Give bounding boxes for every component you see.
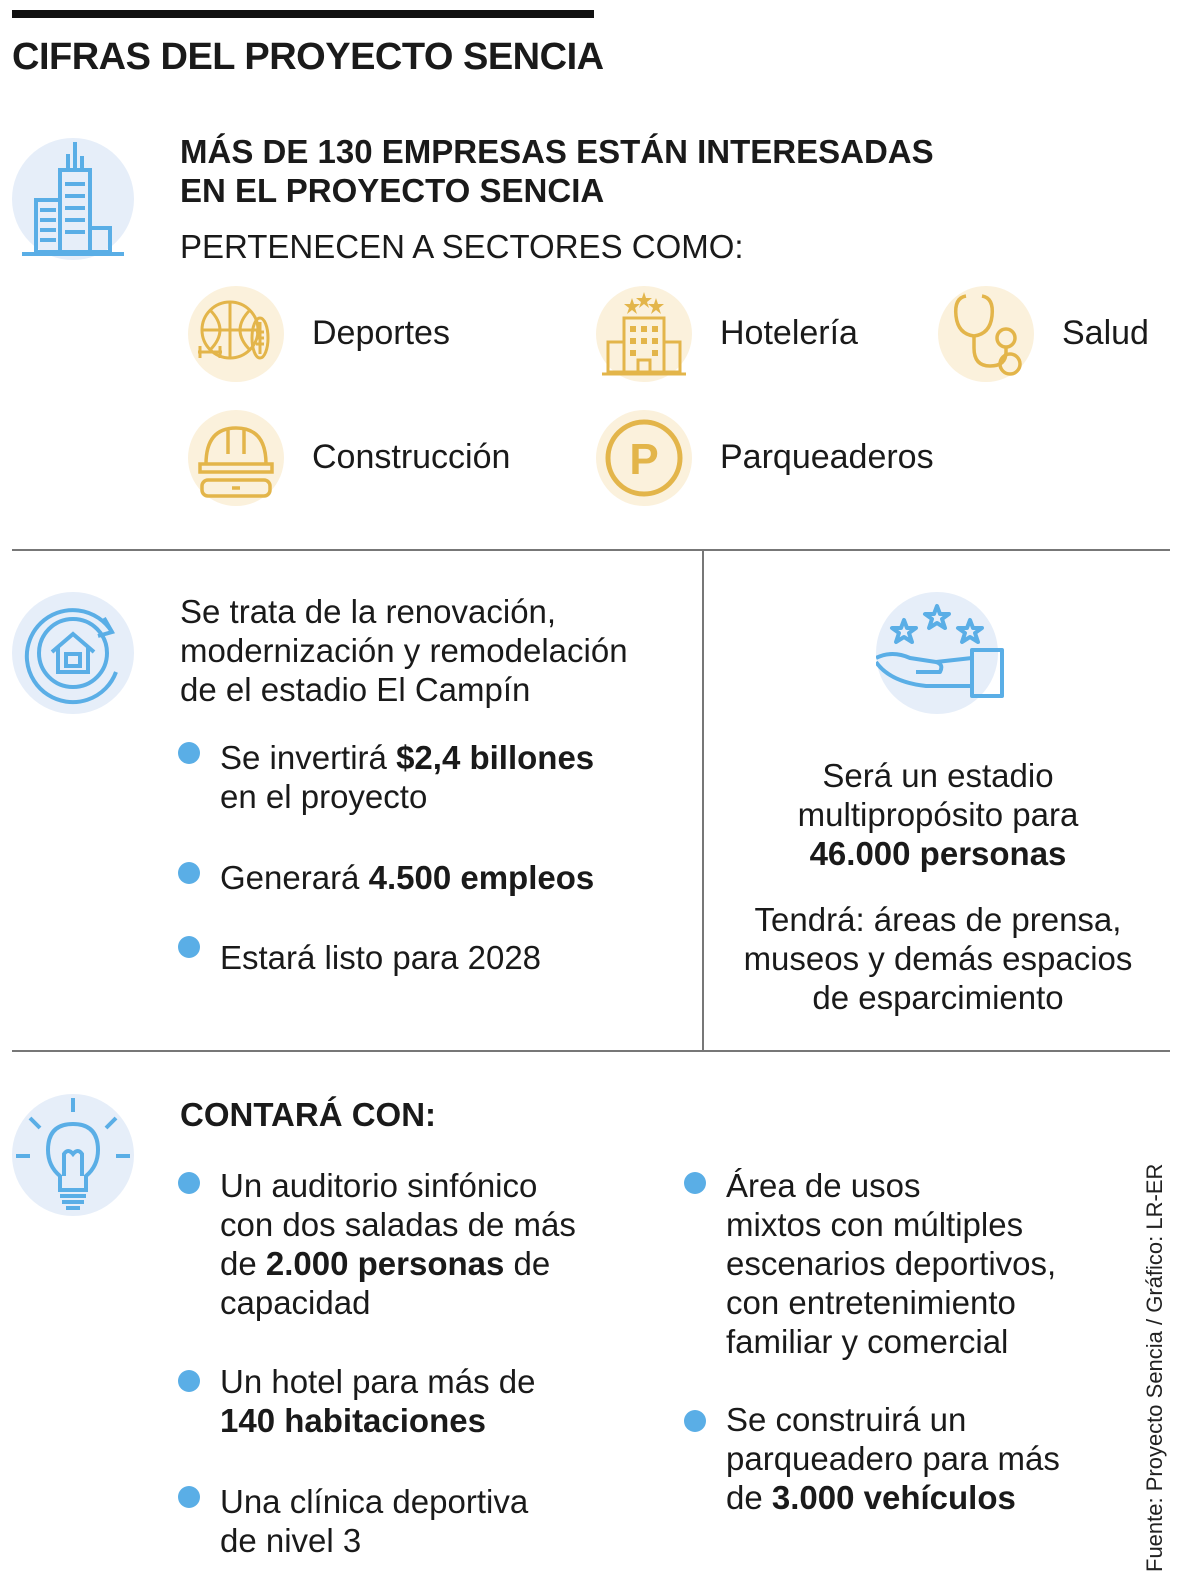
bullet-hotel	[220, 1362, 660, 1440]
bullet-dot	[178, 1370, 200, 1392]
bullet-dot	[178, 1486, 200, 1508]
hotel-rooms: 140 habitaciones	[220, 1402, 486, 1439]
stethoscope-icon	[938, 286, 1034, 382]
sector-label-salud: Salud	[1062, 314, 1149, 352]
auditorium-capacity: 2.000 personas	[265, 1245, 505, 1282]
description-line-1: Se trata de la renovación,	[180, 593, 557, 630]
description-line-3: de el estadio El Campín	[180, 671, 531, 708]
stadium-line-1: Será un estadio	[822, 757, 1054, 794]
investment-amount: $2,4 billones	[396, 739, 595, 776]
mixed-use-line-4: con entretenimiento	[726, 1284, 1016, 1321]
parking-line-2: parqueadero para más	[726, 1440, 1060, 1477]
mixed-use-line-2: mixtos con múltiples	[726, 1206, 1024, 1243]
svg-text:P: P	[629, 435, 659, 484]
bullet-dot	[178, 862, 200, 884]
stadium-features-text	[718, 900, 1158, 1017]
mixed-use-line-5: familiar y comercial	[726, 1323, 1009, 1360]
bullet-clinic	[220, 1482, 660, 1560]
sector-label-construccion: Construcción	[312, 438, 511, 476]
project-description	[180, 592, 700, 709]
headline-line-2: EN EL PROYECTO SENCIA	[180, 172, 605, 209]
bullet-dot	[684, 1172, 706, 1194]
auditorium-line-4: capacidad	[220, 1284, 371, 1321]
hotel-line-1: Un hotel para más de	[220, 1363, 536, 1400]
parking-pre: de	[726, 1479, 772, 1516]
source-credit: Fuente: Proyecto Sencia / Gráfico: LR-ER	[1142, 1163, 1167, 1572]
investment-pre: Se invertirá	[220, 739, 397, 776]
stadium-line-2: multipropósito para	[797, 796, 1079, 833]
bullet-jobs	[220, 858, 690, 897]
sector-label-deportes: Deportes	[312, 314, 450, 352]
bullet-dot	[684, 1410, 706, 1432]
mixed-use-line-3: escenarios deportivos,	[726, 1245, 1057, 1282]
stadium-capacity-text	[718, 756, 1158, 873]
parking-line-1: Se construirá un	[726, 1401, 967, 1438]
headline	[180, 132, 980, 210]
parking-icon	[596, 410, 692, 506]
auditorium-line-1: Un auditorio sinfónico	[220, 1167, 538, 1204]
bullet-dot	[178, 1172, 200, 1194]
bullet-dot	[178, 936, 200, 958]
sectors-subhead: PERTENECEN A SECTORES COMO:	[180, 228, 744, 265]
sports-balls-icon	[188, 286, 284, 382]
features-line-2: museos y demás espacios	[743, 940, 1133, 977]
divider-2	[12, 1050, 1170, 1052]
hotel-icon	[596, 286, 692, 382]
mixed-use-line-1: Área de usos	[726, 1167, 921, 1204]
clinic-line-2: de nivel 3	[220, 1522, 362, 1559]
sector-label-parqueaderos: Parqueaderos	[720, 438, 934, 476]
features-line-3: de esparcimiento	[812, 979, 1064, 1016]
bullet-investment	[220, 738, 690, 816]
rating-hand-icon	[876, 592, 998, 714]
stadium-capacity: 46.000 personas	[809, 835, 1067, 872]
sector-label-hoteleria: Hotelería	[720, 314, 858, 352]
auditorium-line-2: con dos saladas de más	[220, 1206, 576, 1243]
page-title: CIFRAS DEL PROYECTO SENCIA	[12, 36, 604, 78]
contara-heading: CONTARÁ CON:	[180, 1096, 437, 1133]
jobs-count: 4.500 empleos	[368, 859, 595, 896]
features-line-1: Tendrá: áreas de prensa,	[754, 901, 1122, 938]
parking-capacity: 3.000 vehículos	[771, 1479, 1016, 1516]
top-rule	[12, 10, 594, 18]
lightbulb-icon	[12, 1094, 134, 1216]
bullet-ready-date: Estará listo para 2028	[220, 939, 542, 976]
auditorium-pre: de	[220, 1245, 266, 1282]
investment-line-2: en el proyecto	[220, 778, 428, 815]
bullet-mixed-use	[726, 1166, 1126, 1361]
divider-1	[12, 549, 1170, 551]
bullet-auditorium	[220, 1166, 660, 1322]
hardhat-icon	[188, 410, 284, 506]
buildings-icon	[12, 138, 134, 260]
bullet-dot	[178, 742, 200, 764]
auditorium-post: de	[504, 1245, 551, 1282]
bullet-parking	[726, 1400, 1126, 1517]
description-line-2: modernización y remodelación	[180, 632, 628, 669]
jobs-pre: Generará	[220, 859, 369, 896]
vertical-divider	[702, 550, 704, 1051]
clinic-line-1: Una clínica deportiva	[220, 1483, 529, 1520]
renovation-home-icon	[12, 592, 134, 714]
headline-line-1: MÁS DE 130 EMPRESAS ESTÁN INTERESADAS	[180, 133, 934, 170]
